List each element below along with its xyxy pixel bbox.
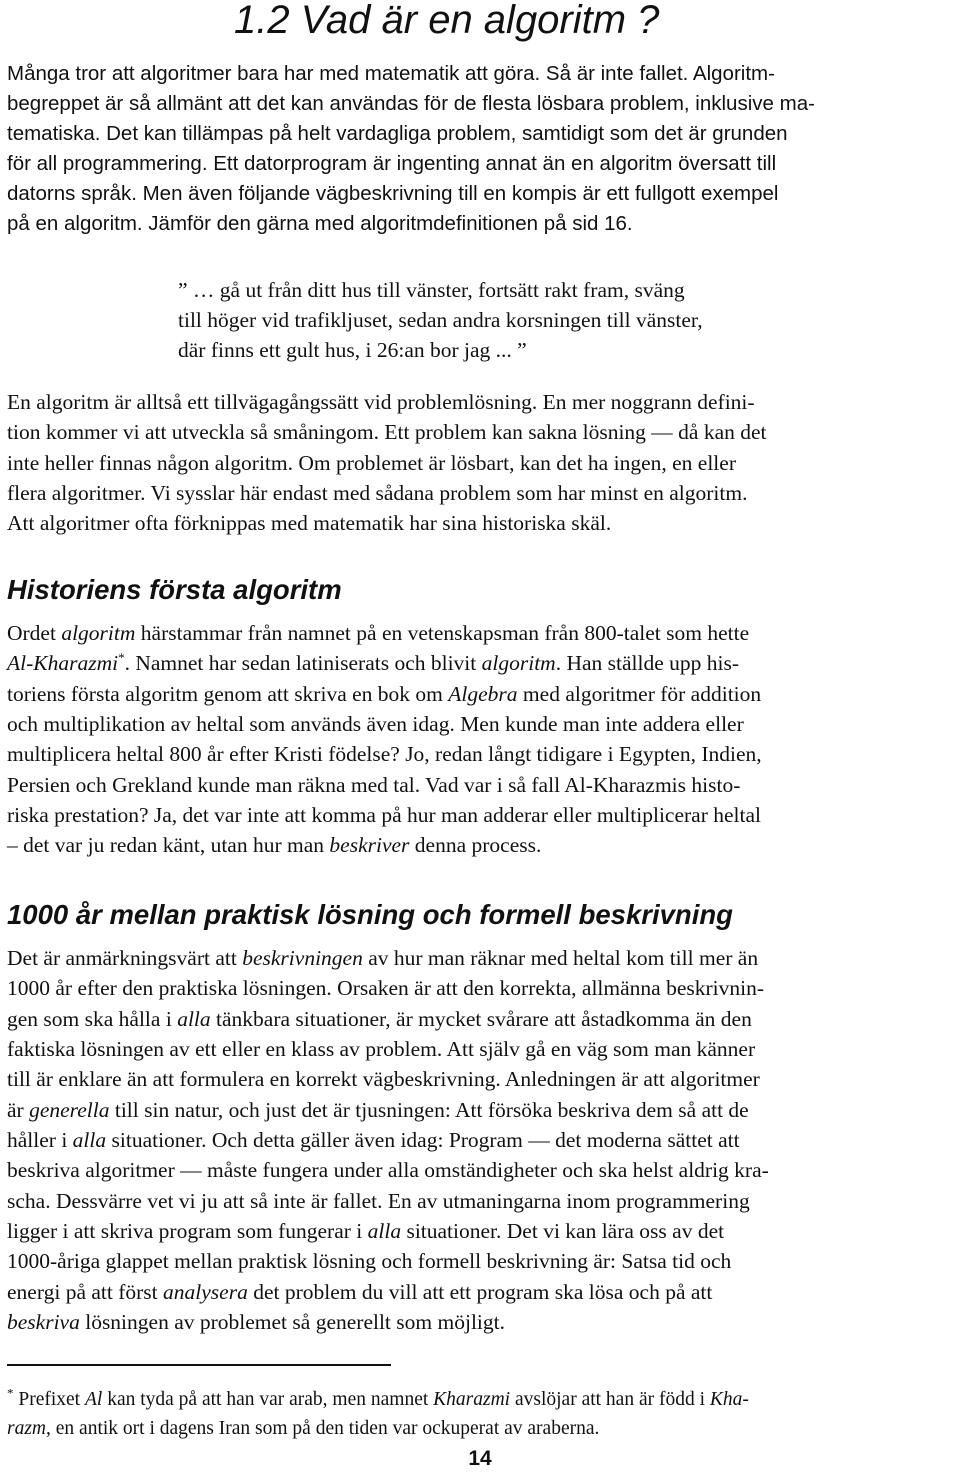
- quote-line: där finns ett gult hus, i 26:an bor jag ... ”: [178, 338, 527, 362]
- text-line: håller i alla situationer. Och detta gäller även idag: Program — det moderna sättet att: [7, 1128, 740, 1152]
- text-line: ligger i att skriva program som fungerar i alla situationer. Det vi kan lära oss av det: [7, 1219, 725, 1243]
- text-line: till är enklare än att formulera en korrekt vägbeskrivning. Anledningen är att algoritmer: [7, 1067, 760, 1091]
- text-line: scha. Dessvärre vet vi ju att så inte är fallet. En av utmaningarna inom programmering: [7, 1189, 750, 1213]
- text-line: för all programmering. Ett datorprogram är ingenting annat än en algoritm översatt till: [7, 152, 777, 175]
- section-heading-1000-years: 1000 år mellan praktisk lösning och formell beskrivning: [7, 899, 733, 930]
- footnote-line: * Prefixet Al kan tyda på att han var arab, men namnet Kharazmi avslöjar att han är född i Kha-: [7, 1385, 749, 1410]
- text-line: riska prestation? Ja, det var inte att komma på hur man adderar eller multiplicerar heltal: [7, 803, 761, 827]
- section-heading-history: Historiens första algoritm: [7, 574, 342, 605]
- text-line: energi på att först analysera det problem du vill att ett program ska lösa och på att: [7, 1280, 713, 1304]
- text-line: toriens första algoritm genom att skriva en bok om Algebra med algoritmer för addition: [7, 682, 762, 706]
- text-line: tematiska. Det kan tillämpas på helt vardagliga problem, samtidigt som det är grunden: [7, 122, 788, 145]
- footnote-divider: [7, 1364, 391, 1366]
- text-line: Persien och Grekland kunde man räkna med tal. Vad var i så fall Al-Kharazmis histo-: [7, 773, 741, 797]
- text-line: beskriva lösningen av problemet så generellt som möjligt.: [7, 1310, 505, 1334]
- text-line: Att algoritmer ofta förknippas med matematik har sina historiska skäl.: [7, 511, 612, 535]
- text-line: En algoritm är alltså ett tillvägagångssätt vid problemlösning. En mer noggrann defini-: [7, 390, 755, 414]
- text-line: – det var ju redan känt, utan hur man beskriver denna process.: [7, 833, 542, 857]
- text-line: tion kommer vi att utveckla så småningom. Ett problem kan sakna lösning — då kan det: [7, 420, 767, 444]
- chapter-heading: 1.2 Vad är en algoritm ?: [234, 0, 660, 42]
- text-line: 1000 år efter den praktiska lösningen. Orsaken är att den korrekta, allmänna beskrivnin-: [7, 976, 765, 1000]
- text-line: inte heller finnas någon algoritm. Om problemet är lösbart, kan det ha ingen, en eller: [7, 451, 736, 475]
- text-line: Det är anmärkningsvärt att beskrivningen av hur man räknar med heltal kom till mer än: [7, 946, 759, 970]
- quote-line: till höger vid trafikljuset, sedan andra korsningen till vänster,: [178, 308, 703, 332]
- page-number: 14: [468, 1447, 492, 1470]
- footnote: [7, 1385, 957, 1443]
- text-line: beskriva algoritmer — måste fungera under alla omständigheter och ska helst aldrig kra-: [7, 1158, 769, 1182]
- footnote-mark: *: [7, 1385, 14, 1401]
- text-line: Al-Kharazmi*. Namnet har sedan latiniserats och blivit algoritm. Han ställde upp his-: [7, 649, 740, 675]
- footnote-marker: *: [118, 649, 125, 665]
- text-line: och multiplikation av heltal som används även idag. Men kunde man inte addera eller: [7, 712, 744, 736]
- text-line: begreppet är så allmänt att det kan användas för de flesta lösbara problem, inklusive ma-: [7, 92, 815, 115]
- footnote-line: razm, en antik ort i dagens Iran som på den tiden var ockuperat av araberna.: [7, 1418, 600, 1439]
- text-line: Många tror att algoritmer bara har med matematik att göra. Så är inte fallet. Algoritm-: [7, 62, 775, 85]
- text-line: multiplicera heltal 800 år efter Kristi födelse? Jo, redan långt tidigare i Egypten, Indien,: [7, 742, 762, 766]
- text-line: på en algoritm. Jämför den gärna med algoritmdefinitionen på sid 16.: [7, 212, 633, 235]
- text-line: faktiska lösningen av ett eller en klass av problem. Att själv gå en väg som man känner: [7, 1037, 756, 1061]
- text-line: Ordet algoritm härstammar från namnet på en vetenskapsman från 800-talet som hette: [7, 621, 750, 645]
- quote-line: ” … gå ut från ditt hus till vänster, fortsätt rakt fram, sväng: [178, 278, 685, 302]
- text-line: 1000-åriga glappet mellan praktisk lösning och formell beskrivning är: Satsa tid och: [7, 1249, 732, 1273]
- text-line: är generella till sin natur, och just det är tjusningen: Att försöka beskriva dem så att de: [7, 1098, 749, 1122]
- text-line: gen som ska hålla i alla tänkbara situationer, är mycket svårare att åstadkomma än den: [7, 1007, 752, 1031]
- text-line: datorns språk. Men även följande vägbeskrivning till en kompis är ett fullgott exempel: [7, 182, 779, 205]
- text-line: flera algoritmer. Vi sysslar här endast med sådana problem som har minst en algoritm.: [7, 481, 748, 505]
